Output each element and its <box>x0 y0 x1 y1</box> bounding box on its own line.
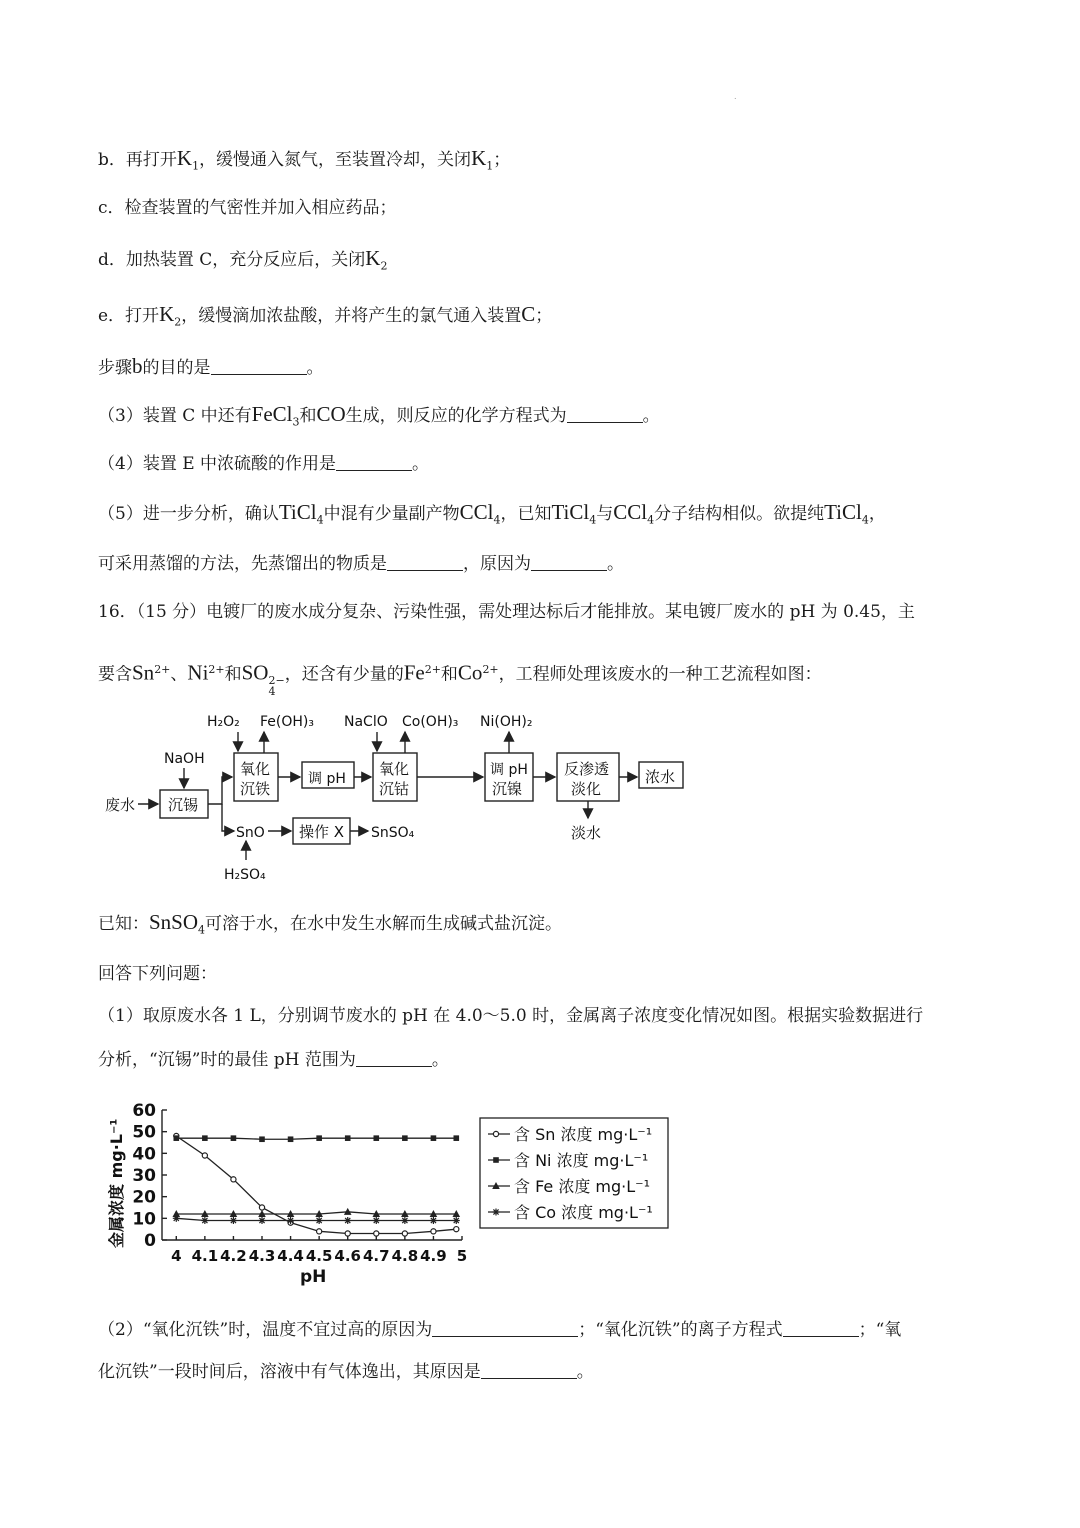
question-2b-line <box>98 1360 594 1384</box>
x-tick-label: 4.3 <box>248 1247 276 1265</box>
legend-entry: 含 Sn 浓度 mg·L⁻¹ <box>514 1125 653 1144</box>
step-e-line <box>98 302 552 334</box>
data-point-series-1 <box>316 1135 322 1141</box>
known-line <box>98 910 562 942</box>
formula: FeCl <box>251 402 293 426</box>
ro-label-2: 淡化 <box>571 780 602 798</box>
text: （2）“氧化沉铁”时，温度不宜过高的原因为 <box>98 1320 433 1340</box>
text: 可溶于水，在水中发生水解而生成碱式盐沉淀。 <box>205 914 563 934</box>
adj-ni-label-2: 沉镍 <box>492 780 523 798</box>
data-point-series-1 <box>431 1135 437 1141</box>
text: 分析，“沉锡”时的最佳 pH 范围为 <box>98 1050 356 1070</box>
ion-indices <box>268 675 284 697</box>
text: （3）装置 C 中还有 <box>98 406 252 426</box>
text: 与 <box>596 504 614 524</box>
text: 。 <box>607 554 624 574</box>
ox-co-label-2: 沉钴 <box>379 780 410 798</box>
data-point-series-3 <box>401 1217 408 1224</box>
nioh-label: Ni(OH)₂ <box>480 714 533 730</box>
data-point-series-3 <box>230 1217 237 1224</box>
x-tick-label: 4.1 <box>191 1247 219 1265</box>
symbol: K <box>176 146 193 170</box>
ion: Sn <box>132 660 155 685</box>
text: 。 <box>642 406 660 426</box>
data-point-series-1 <box>173 1135 179 1141</box>
cooh-label: Co(OH)₃ <box>402 714 459 730</box>
ro-label-1: 反渗透 <box>564 760 610 778</box>
text: ； <box>493 150 511 170</box>
series-line-1 <box>176 1138 456 1139</box>
subscript: 4 <box>493 513 501 527</box>
metal-concentration-chart <box>100 1098 680 1288</box>
legend-entry: 含 Fe 浓度 mg·L⁻¹ <box>514 1177 651 1196</box>
text: ， <box>868 504 886 524</box>
text: 和 <box>440 664 458 685</box>
legend-swatch-marker <box>493 1131 498 1136</box>
text: ； <box>535 306 553 326</box>
subscript: 4 <box>589 513 597 527</box>
legend-swatch-marker <box>493 1157 499 1163</box>
answer-blank[interactable] <box>783 1318 859 1337</box>
text: （1）取原废水各 1 L，分别调节废水的 pH 在 4.0～5.0 时，金属离子浓度变化情况如图。根据实验数据进行 <box>98 1006 924 1026</box>
superscript: 2+ <box>482 663 499 676</box>
ion: Ni <box>187 660 209 685</box>
answer-blank[interactable] <box>387 552 463 571</box>
question-2-line <box>98 1318 901 1342</box>
data-point-series-2 <box>344 1208 352 1215</box>
text: ，缓慢通入氮气，至装置冷却，关闭 <box>199 150 472 170</box>
data-point-series-0 <box>374 1231 379 1236</box>
formula: TiCl <box>551 500 590 524</box>
question-16b-line <box>98 658 822 697</box>
data-point-series-0 <box>259 1205 264 1210</box>
scan-dot: . <box>734 92 737 101</box>
formula: CCl <box>459 500 494 524</box>
answer-prompt-line <box>98 962 217 986</box>
subscript: 4 <box>198 923 206 937</box>
snso4-label: SnSO₄ <box>371 825 415 841</box>
ion: SO <box>241 660 269 685</box>
x-tick-label: 4.2 <box>220 1247 247 1265</box>
x-tick-label: 4.9 <box>420 1247 447 1265</box>
data-point-series-0 <box>454 1227 459 1232</box>
step-b-line <box>98 146 510 178</box>
text: 和 <box>224 664 242 685</box>
ox-fe-label-1: 氧化 <box>240 760 271 778</box>
superscript: 2− <box>268 673 285 687</box>
step-d-line <box>98 246 387 278</box>
answer-blank[interactable] <box>567 404 643 423</box>
data-point-series-3 <box>316 1217 323 1224</box>
symbol: b <box>132 354 143 378</box>
x-tick-label: 4 <box>171 1247 182 1265</box>
subscript: 4 <box>316 513 324 527</box>
text: ；“氧化沉铁”的离子方程式 <box>578 1320 783 1340</box>
ion: Co <box>457 660 483 685</box>
text: b．再打开 <box>98 150 177 170</box>
question-4-line <box>98 452 429 476</box>
text: 、 <box>170 664 188 685</box>
data-point-series-0 <box>202 1153 207 1158</box>
answer-blank[interactable] <box>336 452 412 471</box>
data-point-series-3 <box>201 1217 208 1224</box>
x-axis-label: pH <box>300 1267 327 1287</box>
data-point-series-3 <box>259 1217 266 1224</box>
x-tick-label: 4.4 <box>277 1247 304 1265</box>
y-tick-label: 50 <box>132 1122 156 1143</box>
legend-entry: 含 Ni 浓度 mg·L⁻¹ <box>514 1151 649 1170</box>
ox-co-label-1: 氧化 <box>379 760 410 778</box>
x-tick-label: 5 <box>456 1247 468 1265</box>
text: 步骤 <box>98 358 132 378</box>
text: 可采用蒸馏的方法，先蒸馏出的物质是 <box>98 554 387 574</box>
answer-blank[interactable] <box>356 1048 432 1067</box>
text: 生成，则反应的化学方程式为 <box>345 406 567 426</box>
text: 分子结构相似。欲提纯 <box>654 504 825 524</box>
y-tick-label: 0 <box>144 1231 156 1251</box>
text: 化沉铁”一段时间后，溶液中有气体逸出，其原因是 <box>98 1362 481 1382</box>
data-point-series-1 <box>202 1135 208 1141</box>
data-point-series-3 <box>173 1215 180 1222</box>
data-point-series-3 <box>344 1217 351 1224</box>
subscript: 1 <box>192 159 200 173</box>
ion: Fe <box>403 660 425 685</box>
symbol: K <box>365 246 381 270</box>
waste-label: 废水 <box>105 796 136 814</box>
series-line-0 <box>176 1136 456 1234</box>
text: ；“氧 <box>858 1320 902 1340</box>
text: 已知： <box>98 914 149 934</box>
series-line-2 <box>176 1212 456 1214</box>
subscript: 4 <box>861 513 869 527</box>
naclo-label: NaClO <box>344 714 388 730</box>
data-point-series-3 <box>453 1217 460 1224</box>
x-tick-label: 4.6 <box>334 1247 362 1265</box>
answer-blank[interactable] <box>531 552 607 571</box>
superscript: 2+ <box>424 663 441 676</box>
symbol: C <box>521 302 536 326</box>
text: 。 <box>412 454 430 474</box>
question-5b-line <box>98 552 624 576</box>
superscript: 2+ <box>208 663 225 676</box>
formula: SnSO <box>149 910 199 934</box>
text: 回答下列问题： <box>98 964 217 984</box>
text: ，已知 <box>500 504 552 524</box>
legend-swatch-marker <box>493 1209 500 1216</box>
sno-label: SnO <box>236 825 265 841</box>
conc-label: 浓水 <box>645 768 676 786</box>
data-point-series-3 <box>373 1217 380 1224</box>
answer-blank[interactable] <box>432 1318 578 1337</box>
question-5-line <box>98 500 886 532</box>
symbol: K <box>471 146 487 170</box>
tin-label: 沉锡 <box>168 796 199 814</box>
text: 16．（15 分）电镀厂的废水成分复杂、污染性强，需处理达标后才能排放。某电镀厂废水的 pH 为 0.45，主 <box>98 602 915 622</box>
text: c．检查装置的气密性并加入相应药品； <box>98 198 397 218</box>
feoh-label: Fe(OH)₃ <box>260 714 314 730</box>
subscript: 1 <box>486 159 494 173</box>
text: ，原因为 <box>463 554 531 574</box>
opx-label: 操作 X <box>299 823 345 841</box>
formula: CCl <box>613 500 648 524</box>
x-tick-label: 4.8 <box>391 1247 419 1265</box>
question-16-line <box>98 600 915 624</box>
x-tick-label: 4.7 <box>362 1247 390 1265</box>
answer-blank[interactable] <box>481 1360 577 1379</box>
subscript: 4 <box>647 513 655 527</box>
y-tick-label: 40 <box>132 1144 156 1165</box>
text: 。 <box>431 1050 449 1070</box>
ox-fe-label-2: 沉铁 <box>240 780 271 798</box>
formula: CO <box>316 402 346 426</box>
adj-ni-label-1: 调 pH <box>490 762 528 778</box>
data-point-series-1 <box>288 1136 294 1142</box>
data-point-series-0 <box>402 1231 407 1236</box>
text: （5）进一步分析，确认 <box>98 504 279 524</box>
data-point-series-1 <box>259 1136 265 1142</box>
text: d．加热装置 C，充分反应后，关闭 <box>98 250 366 270</box>
h2so4-label: H₂SO₄ <box>224 867 266 883</box>
adj-ph-label: 调 pH <box>308 771 346 787</box>
question-1-line <box>98 1004 923 1028</box>
text: e．打开 <box>98 306 160 326</box>
text: 。 <box>576 1362 594 1382</box>
subscript: 2 <box>380 259 388 273</box>
text: ，工程师处理该废水的一种工艺流程如图： <box>498 664 822 685</box>
step-b-purpose-line <box>98 354 324 380</box>
data-point-series-0 <box>317 1229 322 1234</box>
subscript: 3 <box>292 415 300 429</box>
text: 要含 <box>98 664 132 685</box>
data-point-series-1 <box>402 1135 408 1141</box>
data-point-series-0 <box>345 1231 350 1236</box>
data-point-series-3 <box>430 1217 437 1224</box>
y-tick-label: 10 <box>132 1209 156 1230</box>
data-point-series-0 <box>431 1229 436 1234</box>
answer-blank[interactable] <box>211 356 307 375</box>
data-point-series-1 <box>231 1135 237 1141</box>
text: 和 <box>299 406 317 426</box>
text: 中混有少量副产物 <box>323 504 460 524</box>
question-3-line <box>98 402 660 434</box>
text: ，还含有少量的 <box>284 664 404 685</box>
data-point-series-3 <box>287 1217 294 1224</box>
text: ，缓慢滴加浓盐酸，并将产生的氯气通入装置 <box>181 306 522 326</box>
naoh-label: NaOH <box>164 751 205 767</box>
superscript: 2+ <box>154 663 171 676</box>
formula: TiCl <box>824 500 862 524</box>
question-1b-line <box>98 1048 449 1072</box>
data-point-series-1 <box>373 1135 379 1141</box>
subscript: 4 <box>268 684 276 698</box>
data-point-series-1 <box>453 1135 459 1141</box>
process-flow-diagram <box>100 700 720 890</box>
data-point-series-1 <box>345 1135 351 1141</box>
y-tick-label: 30 <box>132 1166 156 1186</box>
y-axis-label: 金属浓度 mg·L⁻¹ <box>107 1118 126 1248</box>
fresh-label: 淡水 <box>571 824 602 842</box>
x-tick-label: 4.5 <box>305 1247 333 1265</box>
symbol: K <box>159 302 175 326</box>
step-c-line <box>98 196 397 220</box>
h2o2-label: H₂O₂ <box>207 714 240 730</box>
text: 。 <box>306 358 324 378</box>
y-tick-label: 20 <box>132 1187 156 1208</box>
text: （4）装置 E 中浓硫酸的作用是 <box>98 454 337 474</box>
y-tick-label: 60 <box>132 1101 156 1121</box>
formula: TiCl <box>278 500 317 524</box>
legend-entry: 含 Co 浓度 mg·L⁻¹ <box>514 1203 653 1222</box>
text: 的目的是 <box>142 358 211 378</box>
subscript: 2 <box>174 315 182 329</box>
data-point-series-0 <box>231 1177 236 1182</box>
